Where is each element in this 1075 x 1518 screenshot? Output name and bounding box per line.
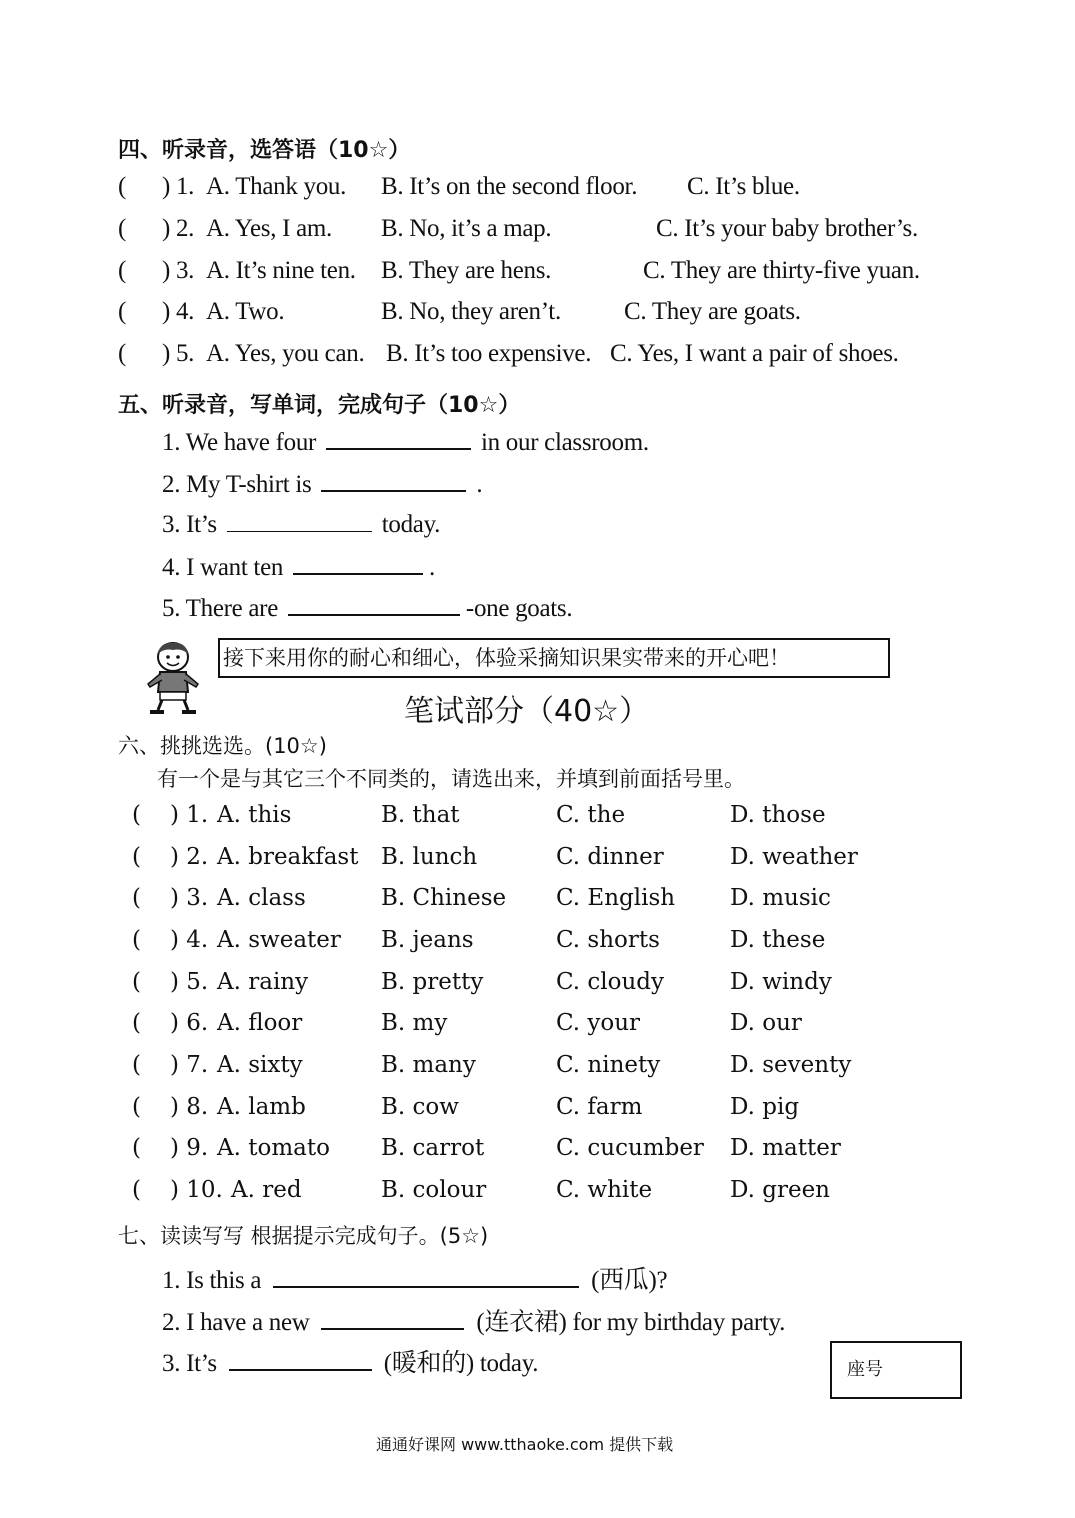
- answer-bracket[interactable]: (: [132, 885, 141, 911]
- option-d: D. our: [730, 1010, 802, 1036]
- option-c: C. white: [556, 1177, 653, 1203]
- answer-blank[interactable]: [321, 1308, 464, 1330]
- option-a: A. red: [231, 1177, 302, 1203]
- question-number: ) 8.: [170, 1094, 209, 1120]
- answer-bracket[interactable]: (: [118, 298, 127, 325]
- option-b: B. cow: [381, 1094, 459, 1120]
- seat-number-box[interactable]: [830, 1341, 962, 1399]
- written-part-title: 笔试部分（40☆）: [404, 694, 650, 729]
- sentence-prefix: 3. It’s: [162, 1350, 217, 1377]
- sentence-prefix: 2. I have a new: [162, 1309, 310, 1336]
- sentence-suffix: (连衣裙) for my birthday party.: [476, 1309, 786, 1336]
- sentence-prefix: 1. Is this a: [162, 1267, 262, 1294]
- sentence-suffix: (西瓜)?: [591, 1267, 668, 1294]
- answer-blank[interactable]: [229, 1349, 372, 1371]
- section-5-title: 五、听录音，写单词，完成句子（10☆）: [118, 393, 521, 418]
- question-number: ) 7.: [170, 1052, 209, 1078]
- section-6-instruction: 有一个是与其它三个不同类的，请选出来，并填到前面括号里。: [157, 767, 745, 791]
- question-number: ) 4.: [162, 298, 195, 325]
- option-b: B. carrot: [381, 1135, 485, 1161]
- fill-sentence: [162, 511, 440, 539]
- section-7-title: 七、读读写写 根据提示完成句子。(5☆): [118, 1224, 489, 1248]
- option-a: A. lamb: [217, 1094, 306, 1120]
- question-number: ) 4.: [170, 927, 209, 953]
- answer-bracket[interactable]: (: [132, 969, 141, 995]
- answer-bracket[interactable]: (: [118, 215, 127, 242]
- question-number: ) 3.: [162, 257, 195, 284]
- option-d: D. these: [730, 927, 826, 953]
- option-a: A. Yes, I am.: [206, 215, 332, 242]
- question-number: ) 2.: [162, 215, 195, 242]
- option-a: A. Two.: [206, 298, 285, 325]
- sentence-prefix: 3. It’s: [162, 511, 217, 538]
- answer-bracket[interactable]: (: [118, 340, 127, 367]
- answer-bracket[interactable]: (: [132, 802, 141, 828]
- cartoon-boy-icon: [140, 640, 206, 716]
- fill-sentence: [162, 553, 435, 582]
- answer-blank[interactable]: [293, 553, 423, 575]
- option-a: A. floor: [217, 1010, 303, 1036]
- option-a: A. sixty: [217, 1052, 303, 1078]
- answer-bracket[interactable]: (: [132, 1177, 141, 1203]
- sentence-prefix: 2. My T-shirt is: [162, 471, 312, 498]
- option-c: C. It’s blue.: [687, 173, 800, 200]
- option-b: B. pretty: [381, 969, 484, 995]
- option-a: A. rainy: [217, 969, 309, 995]
- option-b: B. No, they aren’t.: [381, 298, 561, 325]
- option-b: B. No, it’s a map.: [381, 215, 552, 242]
- sentence-suffix: .: [428, 554, 435, 581]
- sentence-suffix: (暖和的) today.: [383, 1350, 539, 1377]
- option-d: D. windy: [730, 969, 832, 995]
- option-d: D. music: [730, 885, 831, 911]
- option-d: D. seventy: [730, 1052, 852, 1078]
- answer-bracket[interactable]: (: [132, 927, 141, 953]
- question-number: ) 3.: [170, 885, 209, 911]
- option-b: B. It’s on the second floor.: [381, 173, 638, 200]
- option-d: D. those: [730, 802, 826, 828]
- option-b: B. They are hens.: [381, 257, 552, 284]
- sentence-prefix: 4. I want ten: [162, 554, 284, 581]
- option-b: B. colour: [381, 1177, 487, 1203]
- sentence-suffix: -one goats.: [465, 595, 573, 622]
- option-c: C. shorts: [556, 927, 660, 953]
- section-6-title: 六、挑挑选选。(10☆): [118, 734, 327, 758]
- option-b: B. Chinese: [381, 885, 507, 911]
- option-d: D. matter: [730, 1135, 841, 1161]
- option-d: D. green: [730, 1177, 830, 1203]
- option-b: B. lunch: [381, 844, 478, 870]
- option-c: C. dinner: [556, 844, 664, 870]
- answer-bracket[interactable]: (: [132, 1094, 141, 1120]
- question-number: ) 1.: [170, 802, 209, 828]
- fill-sentence: [162, 594, 572, 623]
- option-b: B. my: [381, 1010, 448, 1036]
- option-c: C. They are thirty-five yuan.: [643, 257, 920, 284]
- sentence-suffix: in our classroom.: [481, 429, 649, 456]
- option-a: A. breakfast: [217, 844, 359, 870]
- option-c: C. cloudy: [556, 969, 665, 995]
- option-a: A. class: [217, 885, 306, 911]
- sentence-prefix: 5. There are: [162, 595, 279, 622]
- answer-bracket[interactable]: (: [132, 1135, 141, 1161]
- question-number: ) 10.: [170, 1177, 223, 1203]
- question-number: ) 6.: [170, 1010, 209, 1036]
- option-c: C. the: [556, 802, 626, 828]
- answer-bracket[interactable]: (: [132, 1052, 141, 1078]
- option-b: B. jeans: [381, 927, 474, 953]
- option-a: A. Yes, you can.: [206, 340, 365, 367]
- option-b: B. many: [381, 1052, 476, 1078]
- option-a: A. Thank you.: [206, 173, 347, 200]
- sentence-suffix: .: [476, 471, 483, 498]
- option-a: A. sweater: [217, 927, 341, 953]
- answer-bracket[interactable]: (: [132, 1010, 141, 1036]
- option-b: B. It’s too expensive.: [386, 340, 592, 367]
- section-4-title: 四、听录音，选答语（10☆）: [118, 138, 411, 163]
- fill-sentence: [162, 470, 482, 499]
- option-c: C. cucumber: [556, 1135, 704, 1161]
- question-number: ) 2.: [170, 844, 209, 870]
- option-c: C. ninety: [556, 1052, 661, 1078]
- option-d: D. pig: [730, 1094, 800, 1120]
- fill-sentence: [162, 1302, 785, 1338]
- sentence-prefix: 1. We have four: [162, 429, 317, 456]
- answer-bracket[interactable]: (: [118, 257, 127, 284]
- fill-sentence: [162, 1343, 538, 1379]
- answer-blank[interactable]: [273, 1266, 579, 1288]
- answer-blank[interactable]: [321, 470, 466, 492]
- question-number: ) 9.: [170, 1135, 209, 1161]
- option-a: A. It’s nine ten.: [206, 257, 356, 284]
- question-number: ) 5.: [162, 340, 195, 367]
- answer-bracket[interactable]: (: [118, 173, 127, 200]
- option-c: C. your: [556, 1010, 641, 1036]
- option-d: D. weather: [730, 844, 858, 870]
- footer-credit: 通通好课网 www.tthaoke.com 提供下载: [376, 1435, 674, 1454]
- question-number: ) 5.: [170, 969, 209, 995]
- option-a: A. tomato: [217, 1135, 330, 1161]
- answer-blank[interactable]: [326, 428, 471, 450]
- option-c: C. farm: [556, 1094, 643, 1120]
- answer-blank[interactable]: [227, 511, 372, 532]
- option-c: C. They are goats.: [624, 298, 801, 325]
- answer-bracket[interactable]: (: [132, 844, 141, 870]
- option-b: B. that: [381, 802, 460, 828]
- sentence-suffix: today.: [381, 511, 441, 538]
- option-c: C. It’s your baby brother’s.: [656, 215, 918, 242]
- option-c: C. Yes, I want a pair of shoes.: [610, 340, 899, 367]
- notice-banner: 接下来用你的耐心和细心，体验采摘知识果实带来的开心吧！: [218, 638, 890, 678]
- answer-blank[interactable]: [288, 594, 460, 616]
- question-number: ) 1.: [162, 173, 195, 200]
- seat-number-label: 座号: [847, 1359, 883, 1380]
- option-c: C. English: [556, 885, 676, 911]
- option-a: A. this: [217, 802, 292, 828]
- fill-sentence: [162, 1260, 667, 1296]
- fill-sentence: [162, 428, 649, 457]
